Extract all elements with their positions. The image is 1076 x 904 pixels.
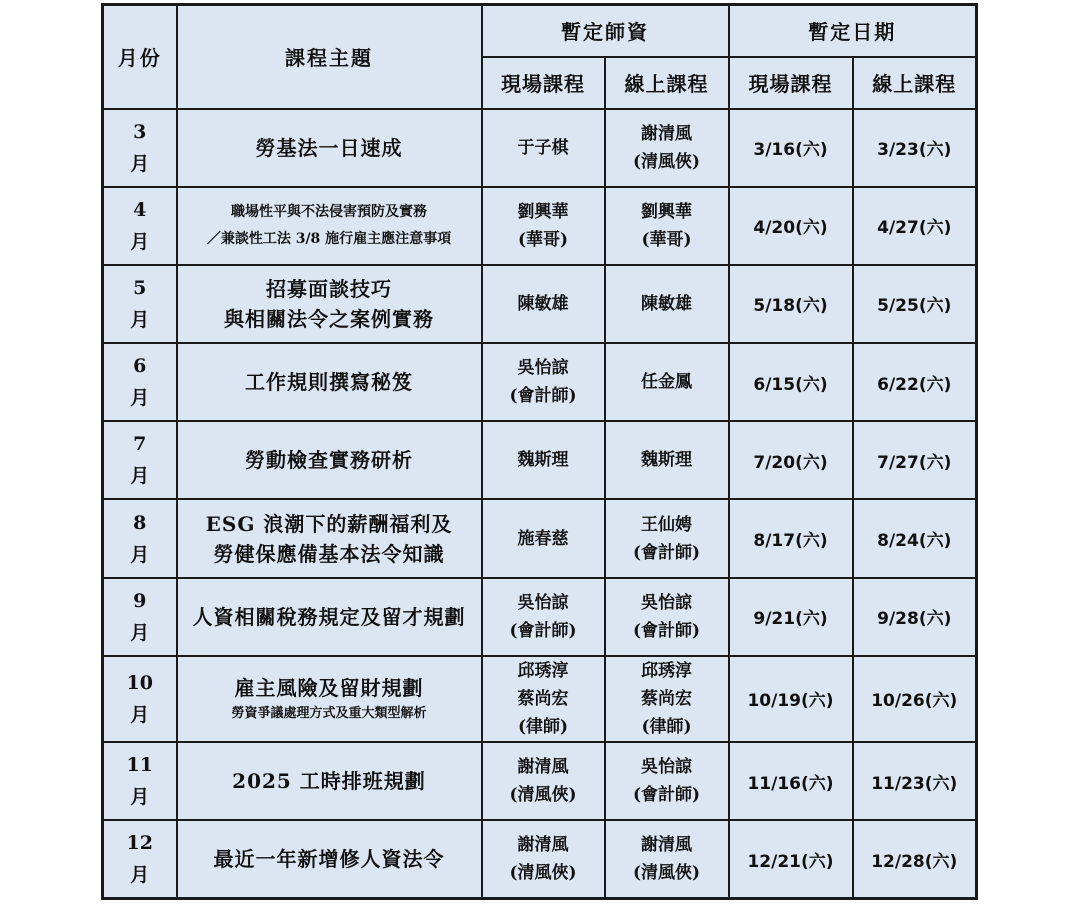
month-unit: 月 (130, 703, 150, 726)
teacher-line: (律師) (641, 716, 692, 737)
onsite-teacher-cell (482, 578, 605, 656)
onsite-date-cell: 6/15(六) (729, 343, 853, 421)
month-number: 3 (133, 120, 147, 143)
month-number: 8 (133, 511, 147, 534)
header-date-online: 線上課程 (853, 57, 977, 109)
online-teacher-cell (605, 742, 729, 820)
onsite-teacher-cell (482, 109, 605, 187)
teacher-line: (會計師) (632, 620, 701, 641)
online-teacher-cell (605, 109, 729, 187)
table-row (103, 820, 977, 898)
header-teachers: 暫定師資 (482, 5, 729, 57)
online-date-cell: 11/23(六) (853, 742, 977, 820)
teacher-line: (清風俠) (509, 785, 577, 806)
teacher-line: 謝清風 (641, 123, 692, 144)
teacher-line: 謝清風 (517, 757, 569, 778)
teacher-line: 蔡尚宏 (641, 688, 692, 709)
teacher-line: 魏斯理 (641, 450, 692, 471)
topic-line: ESG 浪潮下的薪酬福利及 (205, 511, 453, 536)
online-date-cell: 6/22(六) (853, 343, 977, 421)
month-cell (103, 820, 177, 898)
teacher-line: 蔡尚宏 (517, 688, 569, 709)
schedule-rows (103, 109, 977, 899)
onsite-date-cell: 5/18(六) (729, 265, 853, 343)
table-row (103, 421, 977, 499)
month-unit: 月 (130, 786, 150, 809)
online-date-cell: 10/26(六) (853, 656, 977, 742)
teacher-line: (華哥) (641, 229, 692, 250)
teacher-line: 吳怡諒 (517, 358, 569, 379)
teacher-line: 施春慈 (517, 528, 569, 549)
topic-line: 招募面談技巧 (266, 276, 392, 301)
topic-cell (177, 421, 482, 499)
table-row (103, 656, 977, 742)
header-teacher-onsite: 現場課程 (482, 57, 605, 109)
online-teacher-cell (605, 343, 729, 421)
month-unit: 月 (130, 864, 150, 887)
topic-cell (177, 187, 482, 265)
month-number: 11 (126, 754, 153, 777)
teacher-line: (清風俠) (632, 151, 701, 172)
month-cell (103, 421, 177, 499)
course-schedule-table (101, 3, 978, 900)
topic-line: 2025 工時排班規劃 (232, 769, 426, 794)
header-date-onsite: 現場課程 (729, 57, 853, 109)
onsite-date-cell: 12/21(六) (729, 820, 853, 898)
header-dates: 暫定日期 (729, 5, 977, 57)
teacher-line: 邱琇淳 (517, 660, 569, 681)
teacher-line: (華哥) (517, 229, 569, 250)
month-cell (103, 343, 177, 421)
onsite-date-cell: 7/20(六) (729, 421, 853, 499)
teacher-line: 王仙娉 (641, 514, 692, 535)
topic-cell (177, 343, 482, 421)
month-unit: 月 (130, 387, 150, 410)
online-teacher-cell (605, 421, 729, 499)
month-number: 6 (133, 355, 147, 378)
month-number: 12 (126, 832, 153, 855)
month-unit: 月 (130, 465, 150, 488)
teacher-line: 謝清風 (517, 835, 569, 856)
teacher-line: 陳敏雄 (517, 293, 569, 314)
topic-line: 雇主風險及留財規劃 (234, 675, 424, 700)
online-date-cell: 5/25(六) (853, 265, 977, 343)
onsite-teacher-cell (482, 343, 605, 421)
online-date-cell: 12/28(六) (853, 820, 977, 898)
table-row (103, 578, 977, 656)
topic-cell (177, 109, 482, 187)
topic-cell (177, 820, 482, 898)
topic-subtitle: 勞資爭議處理方式及重大類型解析 (231, 705, 427, 721)
header-month: 月份 (103, 5, 177, 109)
onsite-date-cell: 10/19(六) (729, 656, 853, 742)
teacher-line: 魏斯理 (517, 450, 569, 471)
teacher-line: 吳怡諒 (641, 592, 692, 613)
table-row (103, 343, 977, 421)
teacher-line: 邱琇淳 (641, 660, 692, 681)
topic-line: 最近一年新增修人資法令 (213, 847, 445, 872)
online-teacher-cell (605, 656, 729, 742)
month-cell (103, 109, 177, 187)
header-teacher-online: 線上課程 (605, 57, 729, 109)
teacher-line: 陳敏雄 (641, 293, 692, 314)
month-number: 10 (126, 671, 153, 694)
month-cell (103, 656, 177, 742)
online-date-cell: 9/28(六) (853, 578, 977, 656)
topic-line: 人資相關稅務規定及留才規劃 (192, 604, 466, 629)
onsite-teacher-cell (482, 820, 605, 898)
month-number: 4 (133, 198, 147, 221)
teacher-line: (會計師) (509, 620, 577, 641)
onsite-date-cell: 8/17(六) (729, 499, 853, 577)
month-unit: 月 (130, 543, 150, 566)
onsite-teacher-cell (482, 265, 605, 343)
topic-cell (177, 742, 482, 820)
month-unit: 月 (130, 152, 150, 175)
topic-line: 職場性平與不法侵害預防及實務 (231, 203, 427, 220)
topic-line: 勞動檢查實務研析 (245, 448, 413, 473)
teacher-line: (會計師) (632, 542, 701, 563)
online-teacher-cell (605, 499, 729, 577)
onsite-teacher-cell (482, 742, 605, 820)
topic-line: ／兼談性工法 3/8 施行雇主應注意事項 (206, 230, 452, 247)
online-date-cell: 8/24(六) (853, 499, 977, 577)
month-number: 9 (133, 589, 147, 612)
topic-cell (177, 656, 482, 742)
table-row (103, 109, 977, 187)
online-date-cell: 4/27(六) (853, 187, 977, 265)
teacher-line: (會計師) (509, 386, 577, 407)
onsite-teacher-cell (482, 187, 605, 265)
topic-cell (177, 265, 482, 343)
online-teacher-cell (605, 578, 729, 656)
online-date-cell: 7/27(六) (853, 421, 977, 499)
teacher-line: 任金鳳 (641, 372, 692, 393)
topic-cell (177, 578, 482, 656)
month-cell (103, 187, 177, 265)
onsite-teacher-cell (482, 421, 605, 499)
teacher-line: 謝清風 (641, 835, 692, 856)
onsite-date-cell: 11/16(六) (729, 742, 853, 820)
teacher-line: (會計師) (632, 785, 701, 806)
onsite-date-cell: 4/20(六) (729, 187, 853, 265)
onsite-date-cell: 3/16(六) (729, 109, 853, 187)
online-teacher-cell (605, 265, 729, 343)
teacher-line: 劉興華 (517, 201, 569, 222)
header-topic: 課程主題 (177, 5, 482, 109)
teacher-line: 于子棋 (517, 137, 569, 158)
month-cell (103, 499, 177, 577)
teacher-line: 吳怡諒 (517, 592, 569, 613)
teacher-line: (律師) (517, 716, 569, 737)
topic-line: 勞基法一日速成 (255, 135, 403, 160)
teacher-line: (清風俠) (509, 863, 577, 884)
table-row (103, 742, 977, 820)
teacher-line: 吳怡諒 (641, 757, 692, 778)
teacher-line: 劉興華 (641, 201, 692, 222)
teacher-line: (清風俠) (632, 863, 701, 884)
month-cell (103, 265, 177, 343)
onsite-teacher-cell (482, 499, 605, 577)
schedule-table-container (101, 3, 975, 900)
onsite-date-cell: 9/21(六) (729, 578, 853, 656)
topic-line: 工作規則撰寫秘笈 (245, 370, 413, 395)
online-teacher-cell (605, 820, 729, 898)
month-cell (103, 578, 177, 656)
month-number: 7 (133, 433, 147, 456)
online-date-cell: 3/23(六) (853, 109, 977, 187)
online-teacher-cell (605, 187, 729, 265)
onsite-teacher-cell (482, 656, 605, 742)
month-unit: 月 (130, 308, 150, 331)
month-unit: 月 (130, 230, 150, 253)
topic-cell (177, 499, 482, 577)
table-row (103, 265, 977, 343)
table-row (103, 187, 977, 265)
topic-line: 勞健保應備基本法令知識 (213, 541, 445, 566)
month-unit: 月 (130, 621, 150, 644)
table-row (103, 499, 977, 577)
topic-line: 與相關法令之案例實務 (224, 306, 434, 331)
month-cell (103, 742, 177, 820)
month-number: 5 (133, 276, 147, 299)
